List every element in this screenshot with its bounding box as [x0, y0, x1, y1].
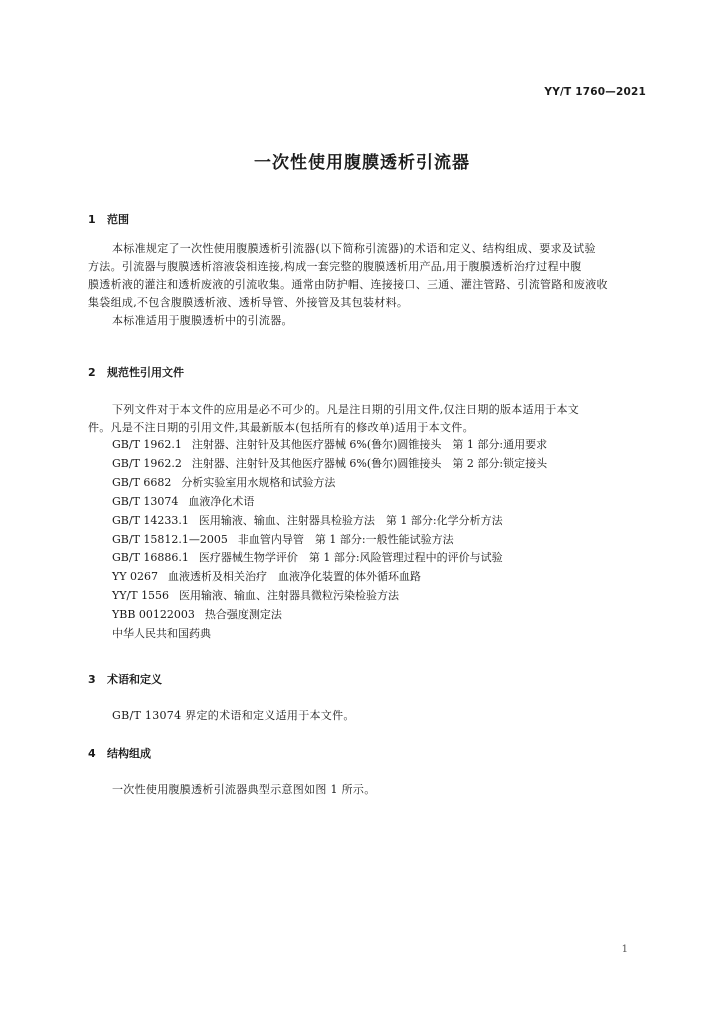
section-number: 2: [88, 366, 96, 379]
reference-item: [112, 625, 660, 644]
standard-code: YY/T 1760—2021: [544, 86, 646, 98]
paragraph-line: 本标准规定了一次性使用腹膜透析引流器(以下简称引流器)的术语和定义、结构组成、要求及试验: [112, 242, 596, 255]
reference-list: [112, 436, 660, 644]
reference-title: 中华人民共和国药典: [112, 627, 211, 641]
reference-title: 热合强度测定法: [204, 608, 282, 622]
reference-code: GB/T 14233.1: [112, 513, 189, 527]
reference-code: GB/T 6682: [112, 475, 172, 489]
structure-paragraph: [88, 781, 660, 799]
reference-code: GB/T 15812.1—2005: [112, 532, 228, 546]
reference-code: GB/T 1962.2: [112, 456, 182, 470]
reference-title: 血液透析及相关治疗 血液净化装置的体外循环血路: [168, 570, 422, 584]
section-heading-normative-references: [88, 364, 184, 380]
reference-item: [112, 606, 660, 625]
reference-item: [112, 436, 660, 455]
reference-item: [112, 568, 660, 587]
reference-code: YY/T 1556: [112, 589, 170, 603]
page-number: 1: [621, 944, 628, 955]
section-heading-structure: [88, 745, 151, 761]
section-title: 范围: [107, 213, 129, 226]
section-title: 术语和定义: [107, 673, 162, 686]
paragraph-line: 下列文件对于本文件的应用是必不可少的。凡是注日期的引用文件,仅注日期的版本适用于本文: [112, 403, 580, 416]
reference-item: [112, 455, 660, 474]
references-intro-paragraph: [88, 401, 660, 437]
reference-item: [112, 493, 660, 512]
paragraph-line: 本标准适用于腹膜透析中的引流器。: [112, 314, 293, 327]
reference-item: [112, 587, 660, 606]
paragraph-line: 一次性使用腹膜透析引流器典型示意图如图 1 所示。: [112, 783, 376, 796]
reference-code: YY 0267: [112, 570, 159, 584]
reference-item: [112, 549, 660, 568]
paragraph-line: 件。凡是不注日期的引用文件,其最新版本(包括所有的修改单)适用于本文件。: [88, 421, 474, 434]
reference-code: YBB 00122003: [112, 608, 195, 622]
reference-item: [112, 512, 660, 531]
section-title: 规范性引用文件: [107, 366, 184, 379]
reference-code: GB/T 16886.1: [112, 551, 189, 565]
document-title: 一次性使用腹膜透析引流器: [254, 153, 470, 173]
paragraph-line: 膜透析液的灌注和透析废液的引流收集。通常由防护帽、连接接口、三通、灌注管路、引流管路和废液收: [88, 278, 608, 291]
reference-title: 注射器、注射针及其他医疗器械 6%(鲁尔)圆锥接头 第 2 部分:锁定接头: [191, 456, 548, 470]
section-number: 4: [88, 747, 96, 760]
section-number: 3: [88, 673, 96, 686]
section-title: 结构组成: [107, 747, 151, 760]
reference-title: 医用输液、输血、注射器具微粒污染检验方法: [179, 589, 400, 603]
reference-item: [112, 531, 660, 550]
reference-title: 医疗器械生物学评价 第 1 部分:风险管理过程中的评价与试验: [198, 551, 503, 565]
reference-title: 非血管内导管 第 1 部分:一般性能试验方法: [237, 532, 454, 546]
section-heading-scope: [88, 211, 129, 227]
paragraph-line: GB/T 13074 界定的术语和定义适用于本文件。: [112, 709, 355, 722]
reference-title: 分析实验室用水规格和试验方法: [181, 475, 336, 489]
reference-title: 医用输液、输血、注射器具检验方法 第 1 部分:化学分析方法: [198, 513, 503, 527]
reference-item: [112, 474, 660, 493]
section-heading-terms: [88, 671, 162, 687]
reference-title: 血液净化术语: [188, 494, 255, 508]
section-number: 1: [88, 213, 96, 226]
reference-code: GB/T 1962.1: [112, 438, 182, 451]
reference-code: GB/T 13074: [112, 494, 179, 508]
reference-title: 注射器、注射针及其他医疗器械 6%(鲁尔)圆锥接头 第 1 部分:通用要求: [191, 438, 548, 451]
scope-paragraph: [88, 240, 660, 330]
terms-paragraph: [88, 707, 660, 725]
paragraph-line: 集袋组成,不包含腹膜透析液、透析导管、外接管及其包装材料。: [88, 296, 409, 309]
paragraph-line: 方法。引流器与腹膜透析溶液袋相连接,构成一套完整的腹膜透析用产品,用于腹膜透析治疗过程中腹: [88, 260, 582, 273]
